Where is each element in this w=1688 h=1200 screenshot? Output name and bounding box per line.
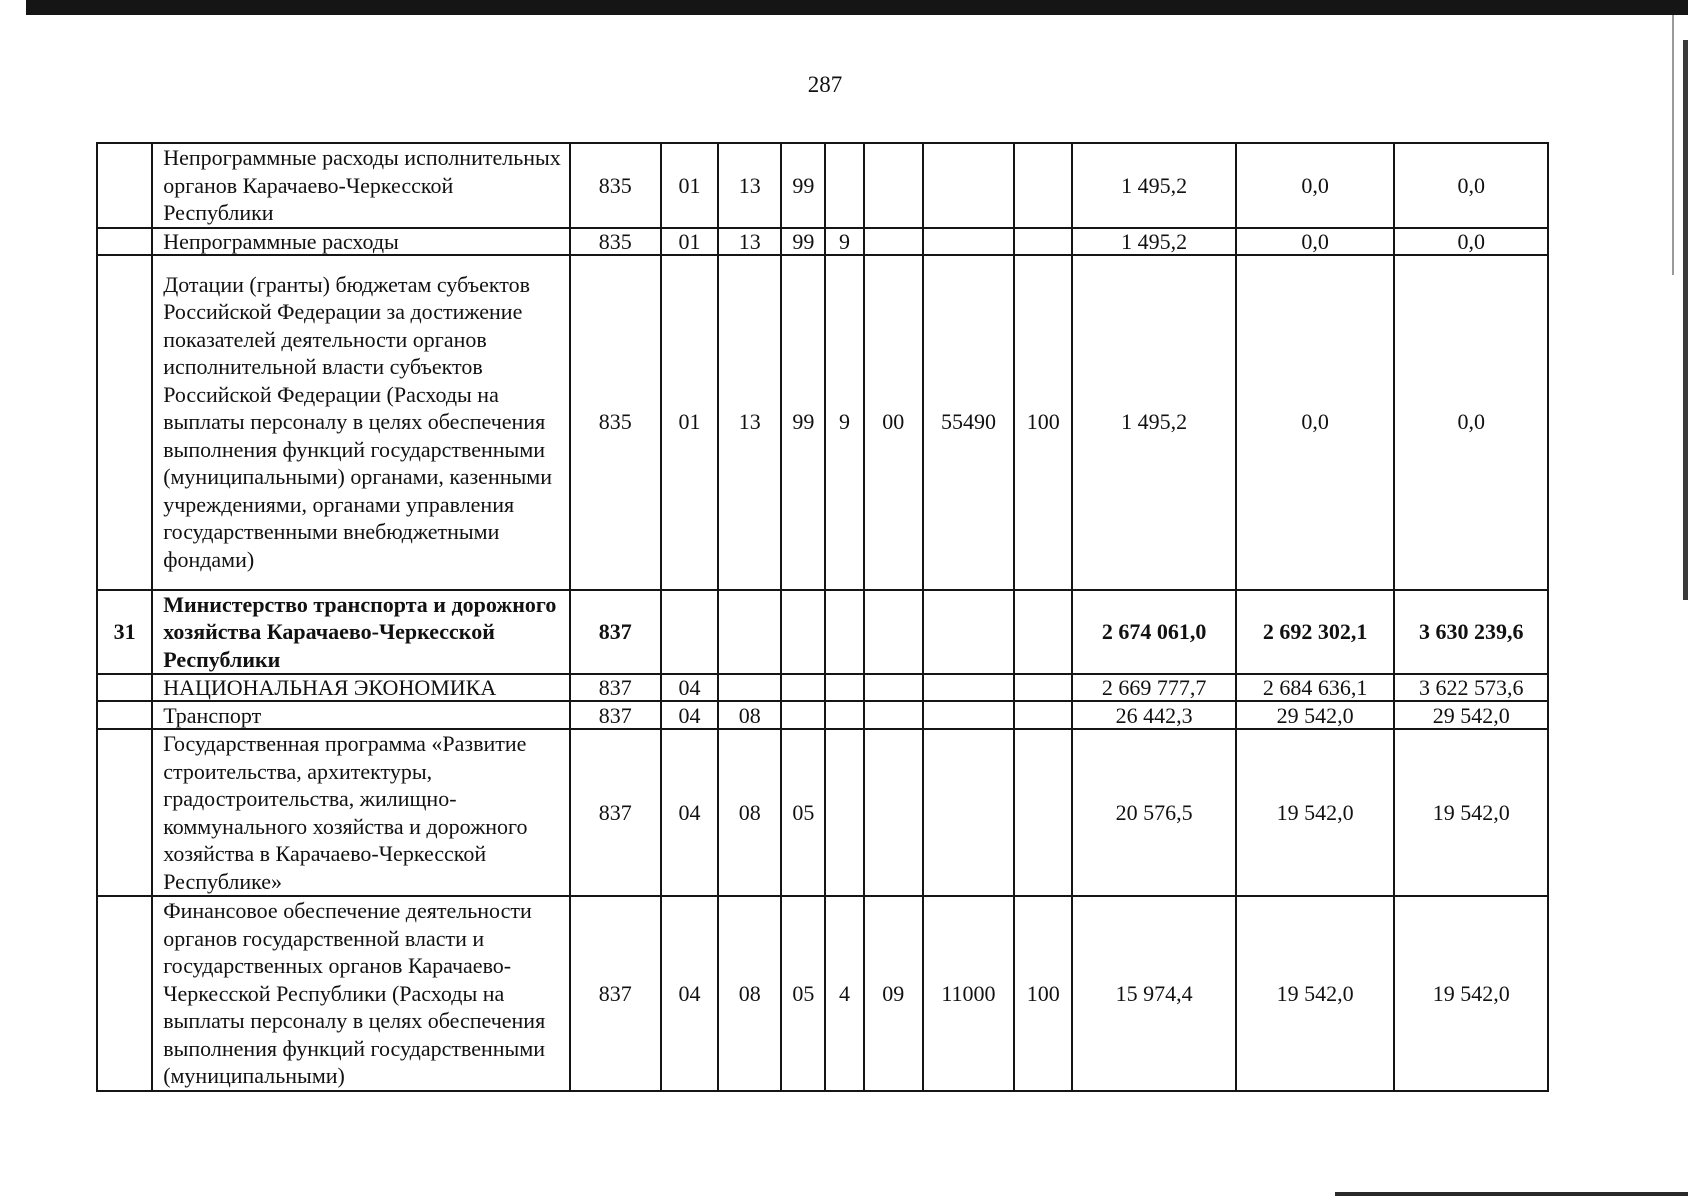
table-row xyxy=(97,729,1548,896)
code-direction xyxy=(923,674,1014,701)
scan-right-edge xyxy=(1672,15,1674,275)
code-subsection: 13 xyxy=(718,228,781,255)
code-program: 99 xyxy=(781,143,825,228)
code-ministry: 837 xyxy=(570,701,661,729)
amount-year-1: 2 674 061,0 xyxy=(1072,590,1236,675)
code-event xyxy=(864,674,923,701)
amount-year-2: 0,0 xyxy=(1236,228,1395,255)
code-ministry: 837 xyxy=(570,896,661,1091)
code-subprogram xyxy=(825,143,863,228)
amount-year-3: 19 542,0 xyxy=(1394,729,1548,896)
code-ministry: 835 xyxy=(570,255,661,590)
page-number: 287 xyxy=(807,72,843,97)
table-row xyxy=(97,896,1548,1091)
row-number xyxy=(97,674,152,701)
code-expense-type: 100 xyxy=(1014,255,1072,590)
amount-year-3: 3 622 573,6 xyxy=(1394,674,1548,701)
code-program: 05 xyxy=(781,729,825,896)
row-name: НАЦИОНАЛЬНАЯ ЭКОНОМИКА xyxy=(152,674,569,701)
amount-year-3: 0,0 xyxy=(1394,228,1548,255)
code-subsection xyxy=(718,674,781,701)
table-row xyxy=(97,590,1548,675)
code-direction: 55490 xyxy=(923,255,1014,590)
row-name: Непрограммные расходы xyxy=(152,228,569,255)
amount-year-1: 20 576,5 xyxy=(1072,729,1236,896)
scan-bottom-line xyxy=(1335,1192,1688,1196)
row-number xyxy=(97,255,152,590)
amount-year-1: 1 495,2 xyxy=(1072,228,1236,255)
row-number xyxy=(97,701,152,729)
amount-year-2: 19 542,0 xyxy=(1236,729,1395,896)
amount-year-3: 3 630 239,6 xyxy=(1394,590,1548,675)
amount-year-1: 15 974,4 xyxy=(1072,896,1236,1091)
table-row xyxy=(97,674,1548,701)
row-number xyxy=(97,143,152,228)
code-direction xyxy=(923,701,1014,729)
code-section: 04 xyxy=(661,674,718,701)
amount-year-1: 1 495,2 xyxy=(1072,143,1236,228)
code-subprogram xyxy=(825,701,863,729)
row-name: Транспорт xyxy=(152,701,569,729)
scan-top-border xyxy=(26,0,1688,15)
amount-year-2: 29 542,0 xyxy=(1236,701,1395,729)
row-name: Дотации (гранты) бюджетам субъектов Российской Федерации за достижение показателей деятельности органов исполнительной власти субъектов Российской Федерации (Расходы на выплаты персоналу в целях обеспечения выполнения функций государственными (муниципальными) органами, казенными учреждениями, органами управления государственными внебюджетными фондами) xyxy=(152,255,569,590)
code-event xyxy=(864,143,923,228)
code-event xyxy=(864,701,923,729)
code-expense-type xyxy=(1014,674,1072,701)
table-row xyxy=(97,701,1548,729)
code-subprogram xyxy=(825,729,863,896)
code-program xyxy=(781,674,825,701)
code-expense-type xyxy=(1014,228,1072,255)
row-number xyxy=(97,228,152,255)
code-ministry: 837 xyxy=(570,674,661,701)
code-section: 01 xyxy=(661,228,718,255)
code-subprogram xyxy=(825,674,863,701)
code-direction xyxy=(923,143,1014,228)
code-program: 05 xyxy=(781,896,825,1091)
amount-year-2: 2 692 302,1 xyxy=(1236,590,1395,675)
row-name: Министерство транспорта и дорожного хозяйства Карачаево-Черкесской Республики xyxy=(152,590,569,675)
code-subsection: 08 xyxy=(718,896,781,1091)
code-direction xyxy=(923,729,1014,896)
code-subsection xyxy=(718,590,781,675)
code-event: 00 xyxy=(864,255,923,590)
amount-year-2: 19 542,0 xyxy=(1236,896,1395,1091)
amount-year-3: 0,0 xyxy=(1394,143,1548,228)
code-subsection: 08 xyxy=(718,729,781,896)
amount-year-1: 26 442,3 xyxy=(1072,701,1236,729)
code-program: 99 xyxy=(781,255,825,590)
code-subprogram: 9 xyxy=(825,228,863,255)
amount-year-3: 19 542,0 xyxy=(1394,896,1548,1091)
budget-table xyxy=(96,142,1549,1092)
code-section: 01 xyxy=(661,255,718,590)
code-ministry: 835 xyxy=(570,228,661,255)
scan-right-edge-dark xyxy=(1683,40,1688,600)
code-subprogram: 9 xyxy=(825,255,863,590)
code-expense-type xyxy=(1014,729,1072,896)
code-event xyxy=(864,729,923,896)
code-section: 04 xyxy=(661,896,718,1091)
code-event xyxy=(864,228,923,255)
code-subsection: 13 xyxy=(718,255,781,590)
code-program: 99 xyxy=(781,228,825,255)
row-name: Финансовое обеспечение деятельности органов государственной власти и государственных органов Карачаево-Черкесской Республики (Расходы на выплаты персоналу в целях обеспечения выполнения функций государственными (муниципальными) xyxy=(152,896,569,1091)
row-number: 31 xyxy=(97,590,152,675)
code-expense-type: 100 xyxy=(1014,896,1072,1091)
code-section: 04 xyxy=(661,701,718,729)
code-subprogram xyxy=(825,590,863,675)
code-subsection: 08 xyxy=(718,701,781,729)
code-subsection: 13 xyxy=(718,143,781,228)
code-section: 04 xyxy=(661,729,718,896)
row-number xyxy=(97,729,152,896)
table-row xyxy=(97,143,1548,228)
code-direction xyxy=(923,228,1014,255)
code-event xyxy=(864,590,923,675)
code-program xyxy=(781,590,825,675)
amount-year-3: 0,0 xyxy=(1394,255,1548,590)
code-expense-type xyxy=(1014,590,1072,675)
amount-year-2: 0,0 xyxy=(1236,143,1395,228)
row-name: Непрограммные расходы исполнительных органов Карачаево-Черкесской Республики xyxy=(152,143,569,228)
code-expense-type xyxy=(1014,143,1072,228)
code-program xyxy=(781,701,825,729)
code-section: 01 xyxy=(661,143,718,228)
row-number xyxy=(97,896,152,1091)
code-event: 09 xyxy=(864,896,923,1091)
code-ministry: 837 xyxy=(570,729,661,896)
code-subprogram: 4 xyxy=(825,896,863,1091)
code-section xyxy=(661,590,718,675)
amount-year-1: 1 495,2 xyxy=(1072,255,1236,590)
code-ministry: 835 xyxy=(570,143,661,228)
amount-year-3: 29 542,0 xyxy=(1394,701,1548,729)
row-name: Государственная программа «Развитие строительства, архитектуры, градостроительства, жилищно-коммунального хозяйства и дорожного хозяйства в Карачаево-Черкесской Республике» xyxy=(152,729,569,896)
table-row xyxy=(97,255,1548,590)
code-expense-type xyxy=(1014,701,1072,729)
table-row xyxy=(97,228,1548,255)
amount-year-2: 0,0 xyxy=(1236,255,1395,590)
amount-year-2: 2 684 636,1 xyxy=(1236,674,1395,701)
code-ministry: 837 xyxy=(570,590,661,675)
code-direction xyxy=(923,590,1014,675)
amount-year-1: 2 669 777,7 xyxy=(1072,674,1236,701)
code-direction: 11000 xyxy=(923,896,1014,1091)
